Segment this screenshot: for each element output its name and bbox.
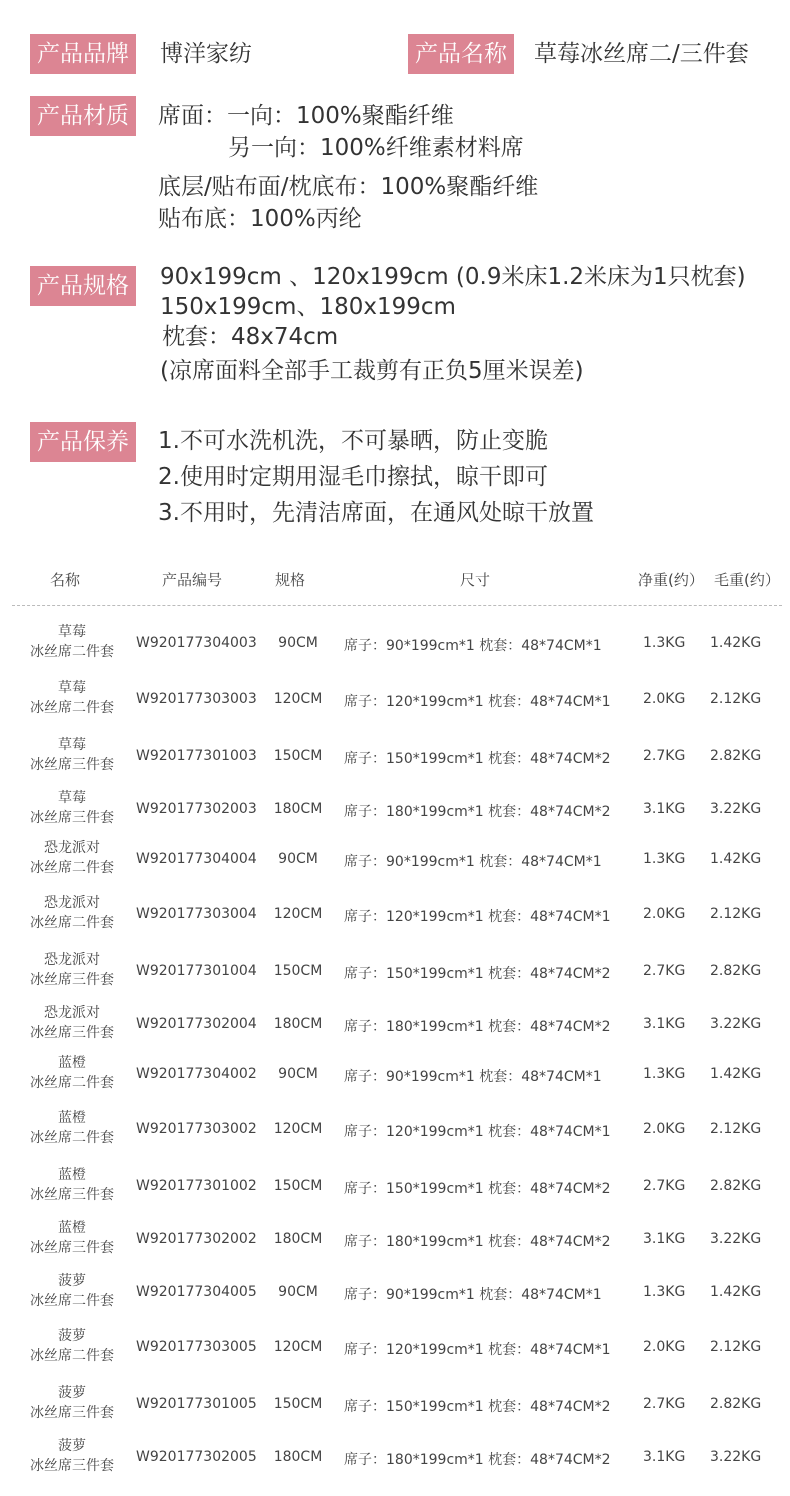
product-spec-cell: 120CM	[273, 1121, 323, 1137]
product-set-name: 冰丝席三件套	[30, 1240, 114, 1256]
product-code-cell: W920177302005	[136, 1449, 257, 1465]
product-set-name: 冰丝席二件套	[30, 860, 114, 876]
product-name-cell	[10, 735, 134, 775]
product-series-name: 草莓	[58, 680, 86, 696]
gross-weight-cell: 2.12KG	[710, 691, 762, 707]
product-size-cell: 席子：150*199cm*1 枕套：48*74CM*2	[344, 1181, 611, 1197]
product-spec-cell: 90CM	[278, 635, 318, 651]
product-spec-cell: 150CM	[273, 1396, 323, 1412]
column-header-size: 尺寸	[460, 571, 491, 589]
material-label: 产品材质	[30, 96, 136, 136]
product-spec-cell: 90CM	[278, 1066, 318, 1082]
product-series-name: 蓝橙	[58, 1110, 86, 1126]
gross-weight-cell: 1.42KG	[710, 1284, 762, 1300]
net-weight-cell: 3.1KG	[643, 801, 686, 817]
table-row	[0, 674, 790, 728]
gross-weight-cell: 3.22KG	[710, 1016, 762, 1032]
product-set-name: 冰丝席三件套	[30, 810, 114, 826]
spec-label: 产品规格	[30, 266, 136, 306]
product-code-cell: W920177302003	[136, 801, 257, 817]
table-row	[0, 618, 790, 672]
net-weight-cell: 2.0KG	[643, 1339, 686, 1355]
net-weight-cell: 2.0KG	[643, 691, 686, 707]
brand-label: 产品品牌	[30, 34, 136, 74]
product-set-name: 冰丝席三件套	[30, 1187, 114, 1203]
column-header-code: 产品编号	[162, 571, 223, 589]
table-row	[0, 999, 790, 1053]
product-series-name: 蓝橙	[58, 1167, 86, 1183]
gross-weight-cell: 3.22KG	[710, 801, 762, 817]
product-code-cell: W920177301005	[136, 1396, 257, 1412]
product-code-cell: W920177303005	[136, 1339, 257, 1355]
product-size-cell: 席子：120*199cm*1 枕套：48*74CM*1	[344, 909, 611, 925]
product-name-cell	[10, 950, 134, 990]
gross-weight-cell: 2.12KG	[710, 1121, 762, 1137]
column-header-spec: 规格	[275, 571, 306, 589]
product-name-cell	[10, 1271, 134, 1311]
net-weight-cell: 3.1KG	[643, 1231, 686, 1247]
net-weight-cell: 1.3KG	[643, 635, 686, 651]
care-line: 3.不用时，先清洁席面，在通风处晾干放置	[158, 500, 594, 526]
gross-weight-cell: 1.42KG	[710, 635, 762, 651]
gross-weight-cell: 2.12KG	[710, 906, 762, 922]
gross-weight-cell: 3.22KG	[710, 1231, 762, 1247]
product-name-cell	[10, 1108, 134, 1148]
table-row	[0, 834, 790, 888]
product-series-name: 蓝橙	[58, 1220, 86, 1236]
gross-weight-cell: 1.42KG	[710, 1066, 762, 1082]
care-line: 2.使用时定期用湿毛巾擦拭，晾干即可	[158, 464, 548, 490]
product-set-name: 冰丝席二件套	[30, 1075, 114, 1091]
product-series-name: 草莓	[58, 790, 86, 806]
header-divider	[12, 605, 782, 606]
product-code-cell: W920177304003	[136, 635, 257, 651]
product-spec-cell: 150CM	[273, 748, 323, 764]
gross-weight-cell: 2.82KG	[710, 748, 762, 764]
gross-weight-cell: 2.12KG	[710, 1339, 762, 1355]
product-size-cell: 席子：150*199cm*1 枕套：48*74CM*2	[344, 1399, 611, 1415]
product-code-cell: W920177301002	[136, 1178, 257, 1194]
net-weight-cell: 2.7KG	[643, 963, 686, 979]
product-set-name: 冰丝席二件套	[30, 1348, 114, 1364]
table-row	[0, 1267, 790, 1321]
product-size-cell: 席子：120*199cm*1 枕套：48*74CM*1	[344, 1342, 611, 1358]
net-weight-cell: 2.7KG	[643, 1178, 686, 1194]
product-set-name: 冰丝席三件套	[30, 972, 114, 988]
product-spec-cell: 180CM	[273, 1449, 323, 1465]
product-set-name: 冰丝席二件套	[30, 1293, 114, 1309]
product-name-cell	[10, 1053, 134, 1093]
product-name-cell	[10, 1218, 134, 1258]
product-set-name: 冰丝席二件套	[30, 700, 114, 716]
material-line: 底层/贴布面/枕底布：100%聚酯纤维	[158, 174, 539, 200]
table-row	[0, 889, 790, 943]
product-name-cell	[10, 838, 134, 878]
product-series-name: 菠萝	[58, 1273, 86, 1289]
product-size-cell: 席子：90*199cm*1 枕套：48*74CM*1	[344, 1287, 602, 1303]
table-row	[0, 1322, 790, 1376]
product-name-value: 草莓冰丝席二/三件套	[534, 41, 749, 67]
product-code-cell: W920177302002	[136, 1231, 257, 1247]
product-series-name: 恐龙派对	[44, 895, 100, 911]
product-name-cell	[10, 1003, 134, 1043]
product-size-cell: 席子：180*199cm*1 枕套：48*74CM*2	[344, 1452, 611, 1468]
product-code-cell: W920177304002	[136, 1066, 257, 1082]
column-header-name: 名称	[50, 571, 81, 589]
product-series-name: 草莓	[58, 624, 86, 640]
product-set-name: 冰丝席三件套	[30, 1405, 114, 1421]
spec-line: 150x199cm、180x199cm	[160, 294, 456, 320]
product-size-cell: 席子：90*199cm*1 枕套：48*74CM*1	[344, 1069, 602, 1085]
product-series-name: 恐龙派对	[44, 952, 100, 968]
column-header-net-weight: 净重(约）	[638, 571, 704, 589]
product-name-cell	[10, 1436, 134, 1476]
product-spec-cell: 150CM	[273, 963, 323, 979]
column-header-gross-weight: 毛重(约）	[714, 571, 780, 589]
product-code-cell: W920177301004	[136, 963, 257, 979]
table-row	[0, 1379, 790, 1433]
net-weight-cell: 1.3KG	[643, 1284, 686, 1300]
product-size-cell: 席子：180*199cm*1 枕套：48*74CM*2	[344, 1019, 611, 1035]
table-row	[0, 1049, 790, 1103]
product-set-name: 冰丝席三件套	[30, 1458, 114, 1474]
product-code-cell: W920177302004	[136, 1016, 257, 1032]
gross-weight-cell: 2.82KG	[710, 1178, 762, 1194]
spec-line: (凉席面料全部手工裁剪有正负5厘米误差)	[160, 358, 584, 384]
product-set-name: 冰丝席二件套	[30, 644, 114, 660]
net-weight-cell: 3.1KG	[643, 1016, 686, 1032]
net-weight-cell: 1.3KG	[643, 1066, 686, 1082]
product-spec-cell: 180CM	[273, 801, 323, 817]
net-weight-cell: 2.7KG	[643, 748, 686, 764]
product-spec-cell: 150CM	[273, 1178, 323, 1194]
product-spec-cell: 90CM	[278, 851, 318, 867]
spec-line: 90x199cm 、120x199cm (0.9米床1.2米床为1只枕套)	[160, 264, 746, 290]
product-code-cell: W920177303003	[136, 691, 257, 707]
table-row	[0, 731, 790, 785]
gross-weight-cell: 2.82KG	[710, 1396, 762, 1412]
product-spec-cell: 90CM	[278, 1284, 318, 1300]
product-spec-cell: 120CM	[273, 691, 323, 707]
care-line: 1.不可水洗机洗，不可暴晒，防止变脆	[158, 428, 548, 454]
product-code-cell: W920177304005	[136, 1284, 257, 1300]
product-size-cell: 席子：120*199cm*1 枕套：48*74CM*1	[344, 1124, 611, 1140]
product-spec-cell: 180CM	[273, 1016, 323, 1032]
material-line: 贴布底：100%丙纶	[158, 206, 362, 232]
table-row	[0, 1161, 790, 1215]
product-size-cell: 席子：150*199cm*1 枕套：48*74CM*2	[344, 966, 611, 982]
product-series-name: 菠萝	[58, 1328, 86, 1344]
product-spec-cell: 120CM	[273, 1339, 323, 1355]
product-name-cell	[10, 678, 134, 718]
product-name-cell	[10, 1383, 134, 1423]
table-row	[0, 1214, 790, 1268]
net-weight-cell: 2.7KG	[643, 1396, 686, 1412]
product-set-name: 冰丝席二件套	[30, 915, 114, 931]
product-name-cell	[10, 893, 134, 933]
product-size-cell: 席子：120*199cm*1 枕套：48*74CM*1	[344, 694, 611, 710]
product-name-cell	[10, 1165, 134, 1205]
product-name-label: 产品名称	[408, 34, 514, 74]
net-weight-cell: 2.0KG	[643, 906, 686, 922]
spec-line: 枕套：48x74cm	[162, 324, 339, 350]
table-row	[0, 946, 790, 1000]
product-name-cell	[10, 1326, 134, 1366]
net-weight-cell: 3.1KG	[643, 1449, 686, 1465]
product-spec-cell: 180CM	[273, 1231, 323, 1247]
product-series-name: 菠萝	[58, 1385, 86, 1401]
product-code-cell: W920177304004	[136, 851, 257, 867]
product-code-cell: W920177301003	[136, 748, 257, 764]
product-series-name: 恐龙派对	[44, 840, 100, 856]
gross-weight-cell: 3.22KG	[710, 1449, 762, 1465]
product-code-cell: W920177303004	[136, 906, 257, 922]
product-set-name: 冰丝席三件套	[30, 757, 114, 773]
product-size-cell: 席子：90*199cm*1 枕套：48*74CM*1	[344, 638, 602, 654]
brand-value: 博洋家纺	[160, 41, 252, 67]
product-size-cell: 席子：180*199cm*1 枕套：48*74CM*2	[344, 1234, 611, 1250]
table-row	[0, 1104, 790, 1158]
product-size-cell: 席子：180*199cm*1 枕套：48*74CM*2	[344, 804, 611, 820]
product-name-cell	[10, 622, 134, 662]
product-series-name: 草莓	[58, 737, 86, 753]
product-series-name: 菠萝	[58, 1438, 86, 1454]
net-weight-cell: 2.0KG	[643, 1121, 686, 1137]
product-series-name: 蓝橙	[58, 1055, 86, 1071]
product-spec-cell: 120CM	[273, 906, 323, 922]
material-line: 席面：一向：100%聚酯纤维	[158, 103, 454, 129]
product-set-name: 冰丝席三件套	[30, 1025, 114, 1041]
product-size-cell: 席子：150*199cm*1 枕套：48*74CM*2	[344, 751, 611, 767]
gross-weight-cell: 1.42KG	[710, 851, 762, 867]
care-label: 产品保养	[30, 422, 136, 462]
product-code-cell: W920177303002	[136, 1121, 257, 1137]
material-line: 另一向：100%纤维素材料席	[228, 135, 524, 161]
net-weight-cell: 1.3KG	[643, 851, 686, 867]
product-size-cell: 席子：90*199cm*1 枕套：48*74CM*1	[344, 854, 602, 870]
table-row	[0, 1432, 790, 1486]
product-series-name: 恐龙派对	[44, 1005, 100, 1021]
gross-weight-cell: 2.82KG	[710, 963, 762, 979]
product-name-cell	[10, 788, 134, 828]
table-row	[0, 784, 790, 838]
product-set-name: 冰丝席二件套	[30, 1130, 114, 1146]
